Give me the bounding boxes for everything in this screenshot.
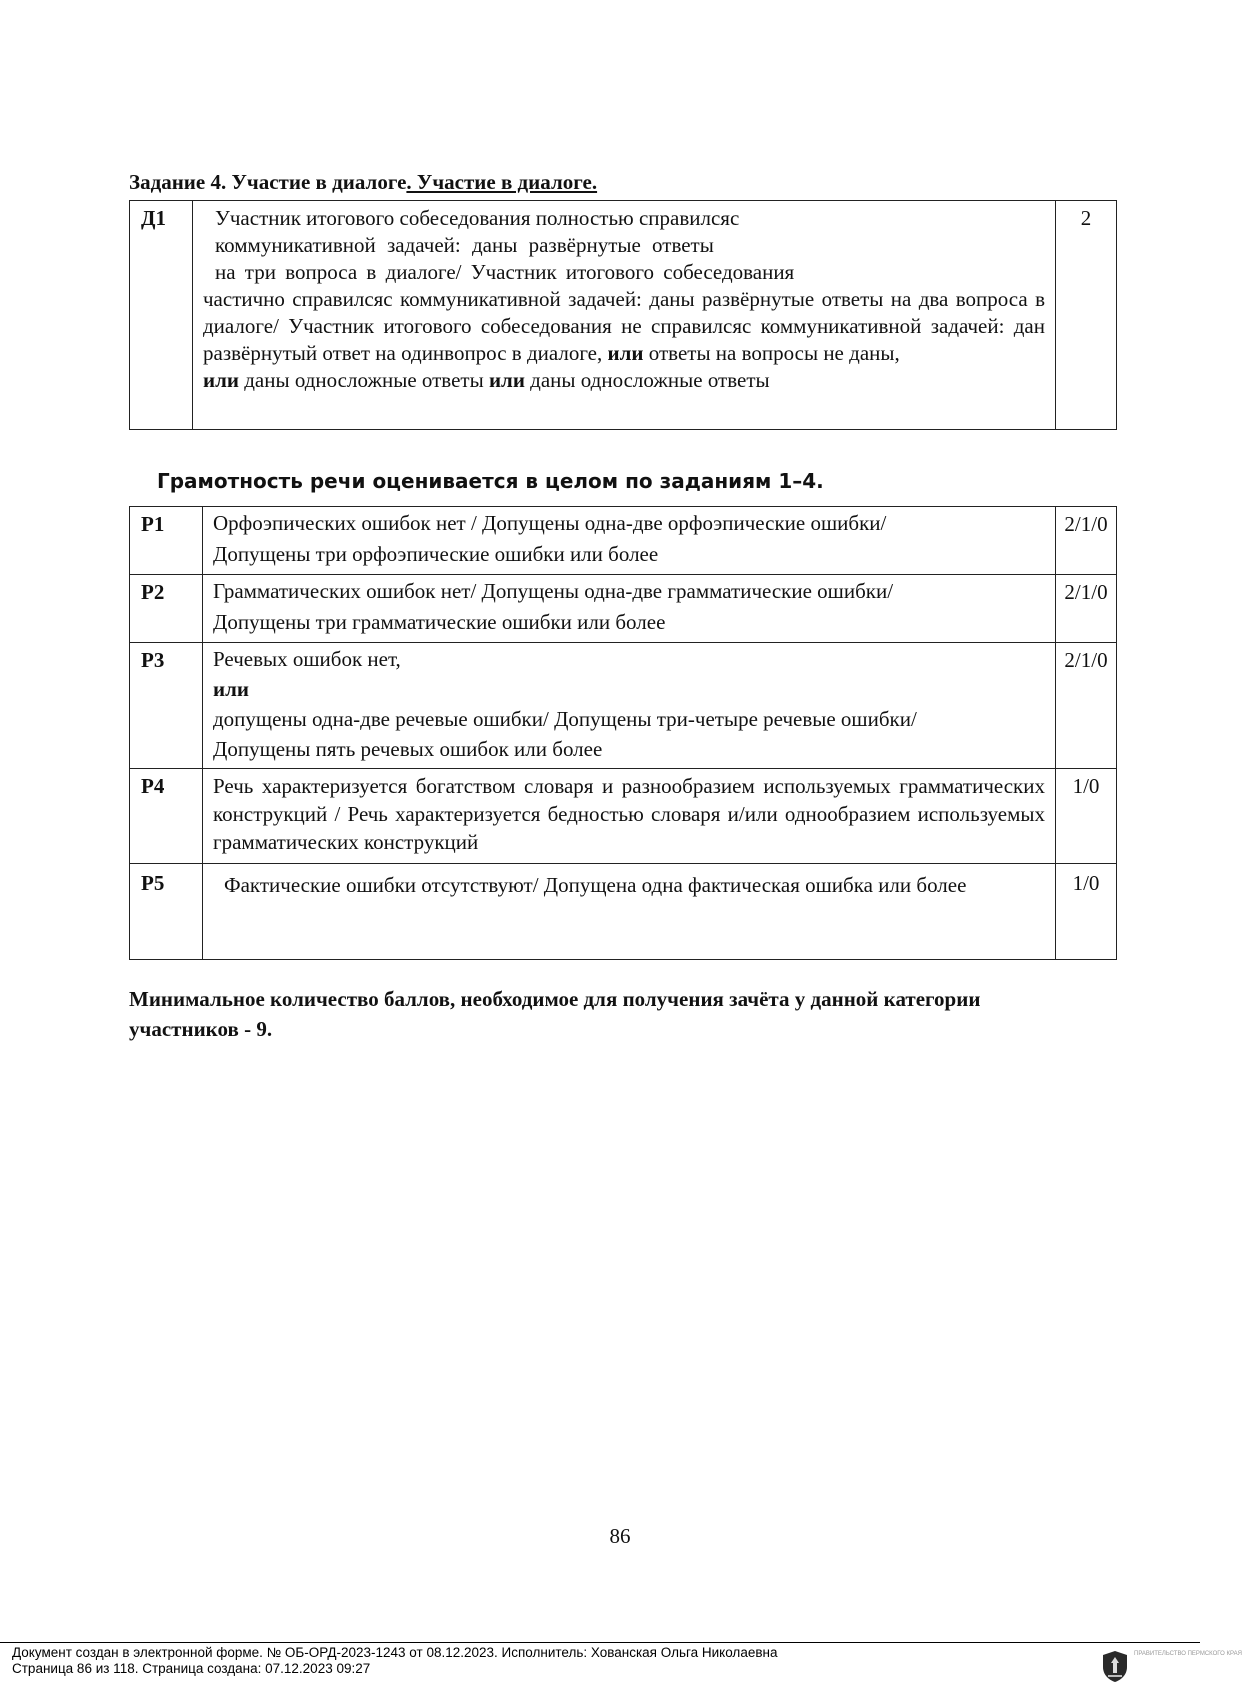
speech-literacy-heading: Грамотность речи оценивается в целом по заданиям 1–4. (157, 469, 824, 493)
task4-title: Задание 4. Участие в диалоге (129, 170, 407, 194)
criterion-code: Р5 (130, 864, 203, 960)
criterion-line: Грамматических ошибок нет/ Допущены одна-две грамматические ошибки/ (213, 579, 894, 603)
criterion-code: Р2 (130, 575, 203, 643)
d1-paragraph (203, 286, 1045, 367)
criterion-code: Р3 (130, 643, 203, 769)
footer-line-1: Документ создан в электронной форме. № ОБ-ОРД-2023-1243 от 08.12.2023. Исполнитель: Хованская Ольга Николаевна (12, 1645, 778, 1660)
d1-text: даны односложные ответы (530, 368, 770, 392)
criterion-line: Допущены три грамматические ошибки или более (213, 610, 666, 634)
criterion-line: Допущены пять речевых ошибок или более (213, 737, 603, 761)
criterion-points: 2/1/0 (1056, 575, 1117, 643)
criterion-code: Д1 (130, 201, 193, 430)
footer-line-2: Страница 86 из 118. Страница создана: 07.12.2023 09:27 (12, 1661, 371, 1676)
table-row (130, 201, 1117, 430)
criterion-code: Р4 (130, 769, 203, 864)
table-row (130, 643, 1117, 769)
criterion-line: Речевых ошибок нет, (213, 647, 401, 671)
or-word: или (203, 368, 239, 392)
criterion-line: допущены одна-две речевые ошибки/ Допущены три-четыре речевые ошибки/ (213, 707, 917, 731)
d1-last-line (203, 367, 1045, 394)
d1-paragraph-text: частично справилсяс коммуникативной задачей: даны развёрнутые ответы на два вопроса в диалоге/ Участник итогового собеседования не справилсяс коммуникативной задачей: дан развёрнутый ответ на одинвопрос в диалоге, (203, 287, 1045, 365)
footer-divider (0, 1642, 1200, 1643)
task4-title-underlined: . Участие в диалоге. (406, 170, 598, 194)
table-row (130, 864, 1117, 960)
criterion-points: 2/1/0 (1056, 507, 1117, 575)
task4-heading (129, 170, 597, 195)
criterion-code: Р1 (130, 507, 203, 575)
speech-criteria-table (129, 506, 1117, 960)
d1-line-1: Участник итогового собеседования полностью справилсяс (215, 206, 740, 230)
criterion-text (193, 201, 1056, 430)
criterion-points: 1/0 (1056, 769, 1117, 864)
d1-line-2: коммуникативной задачей: даны развёрнутые ответы (215, 233, 714, 257)
table-row (130, 575, 1117, 643)
criterion-text: Фактические ошибки отсутствуют/ Допущена одна фактическая ошибка или более (203, 864, 1056, 960)
table-row (130, 769, 1117, 864)
criterion-line: Допущены три орфоэпические ошибки или более (213, 542, 659, 566)
task4-criteria-table (129, 200, 1117, 430)
document-footer (12, 1645, 777, 1677)
d1-text: ответы на вопросы не даны, (648, 341, 900, 365)
criterion-text (203, 575, 1056, 643)
criterion-text (203, 643, 1056, 769)
criterion-points: 2/1/0 (1056, 643, 1117, 769)
min-score-note: Минимальное количество баллов, необходимое для получения зачёта у данной категории участников - 9. (129, 987, 981, 1041)
coat-of-arms-icon (1099, 1649, 1131, 1683)
criterion-points: 1/0 (1056, 864, 1117, 960)
or-word: или (213, 677, 249, 701)
page-number: 86 (609, 1524, 631, 1548)
or-word: или (488, 368, 525, 392)
table-row (130, 507, 1117, 575)
criterion-text (203, 507, 1056, 575)
d1-text: даны односложные ответы (244, 368, 484, 392)
emblem-caption: ПРАВИТЕЛЬСТВО ПЕРМСКОГО КРАЯ (1134, 1651, 1242, 1657)
criterion-points: 2 (1056, 201, 1117, 430)
d1-line-3: на три вопроса в диалоге/ Участник итогового собеседования (215, 260, 795, 284)
criterion-line: Орфоэпических ошибок нет / Допущены одна-две орфоэпические ошибки/ (213, 511, 887, 535)
or-word: или (607, 341, 644, 365)
criterion-text: Речь характеризуется богатством словаря и разнообразием используемых грамматических конструкций / Речь характеризуется бедностью словаря и/или однообразием используемых грамматических конструкций (203, 769, 1056, 864)
